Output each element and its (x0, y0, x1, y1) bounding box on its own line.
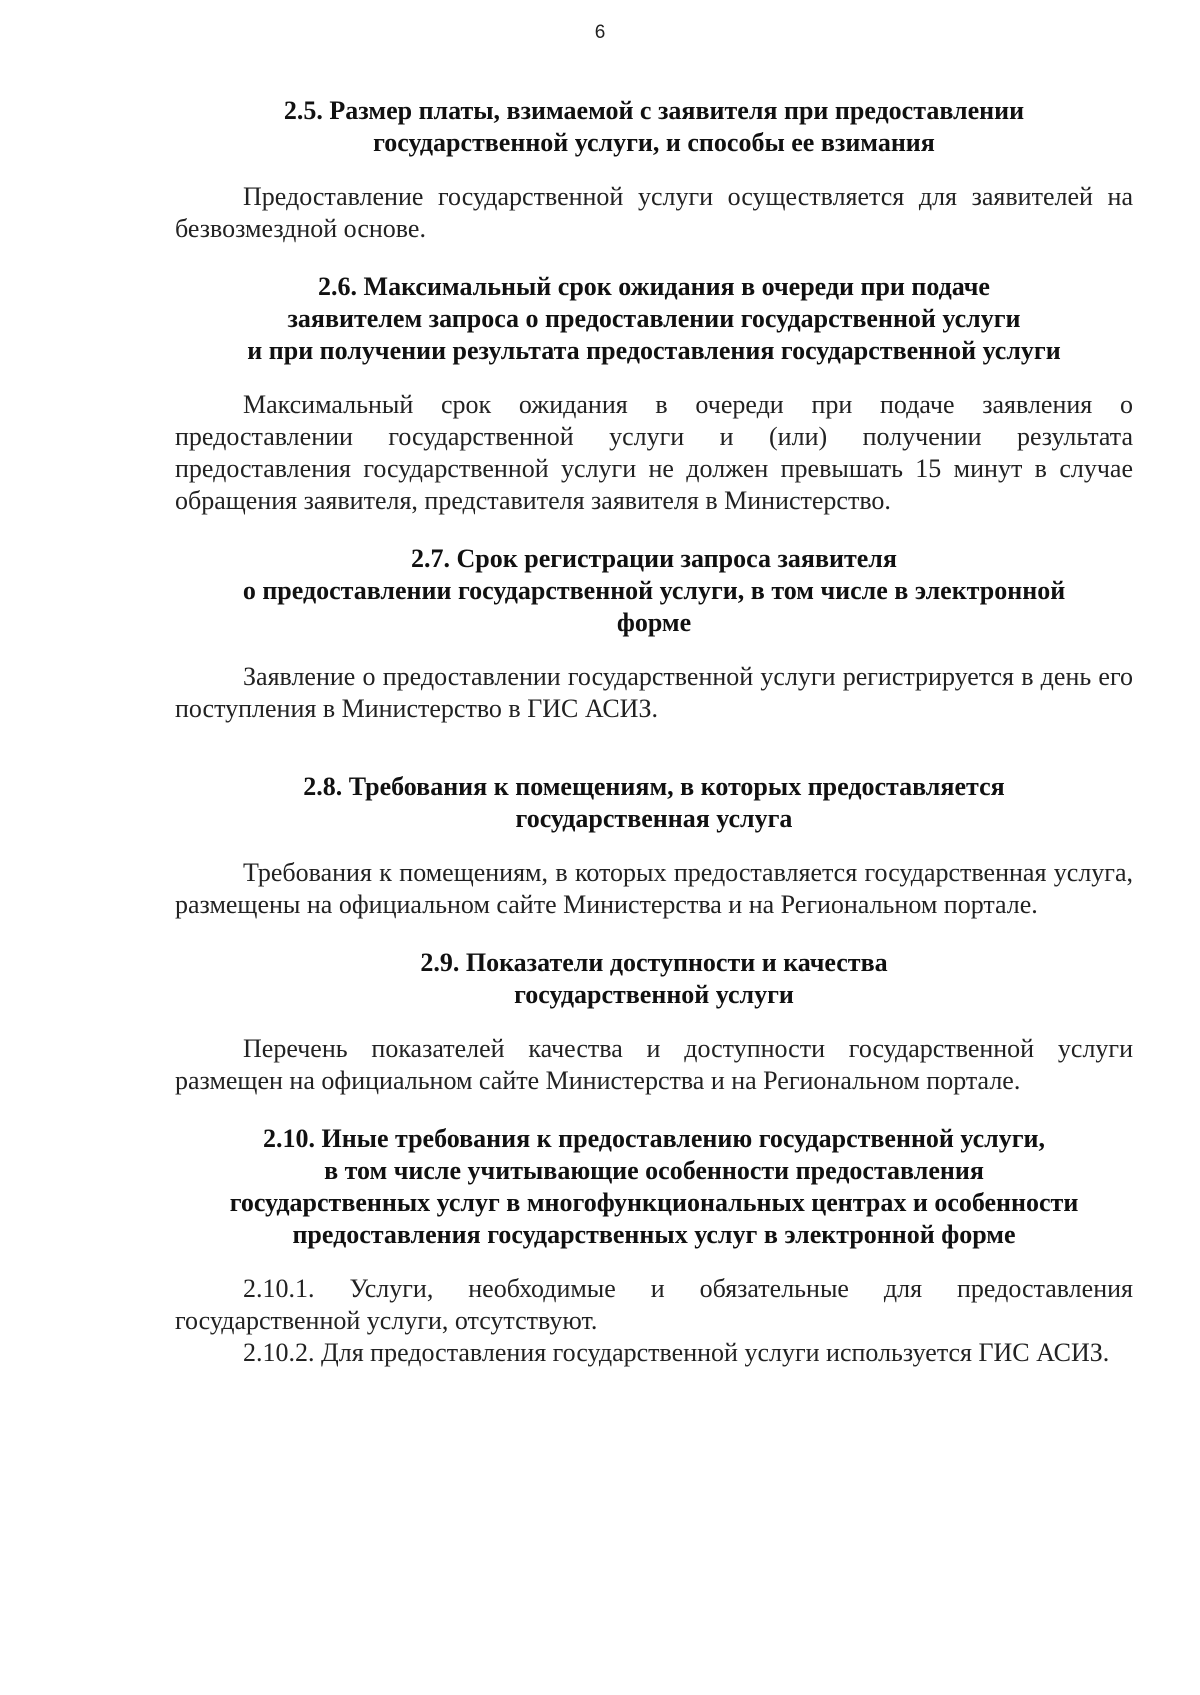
section-heading (175, 771, 1133, 835)
heading-line: государственных услуг в многофункциональных центрах и особенности (229, 1188, 1079, 1217)
section-2-7 (175, 543, 1133, 725)
section-2-9 (175, 947, 1133, 1097)
heading-line: предоставления государственных услуг в электронной форме (292, 1220, 1016, 1249)
paragraph: Перечень показателей качества и доступности государственной услуги размещен на официальном сайте Министерства и на Региональном портале. (175, 1034, 1133, 1095)
heading-line: о предоставлении государственной услуги, в том числе в электронной (242, 576, 1066, 605)
heading-line: форме (616, 608, 692, 637)
page-number: 6 (594, 22, 606, 43)
heading-line: 2.5. Размер платы, взимаемой с заявителя при предоставлении (283, 96, 1025, 125)
section-2-10 (175, 1123, 1133, 1369)
heading-line: заявителем запроса о предоставлении государственной услуги (287, 304, 1021, 333)
section-heading (175, 1123, 1133, 1251)
section-heading (175, 543, 1133, 639)
section-2-5 (175, 95, 1133, 245)
paragraph: 2.10.2. Для предоставления государственной услуги используется ГИС АСИЗ. (243, 1338, 1110, 1367)
heading-line: 2.10. Иные требования к предоставлению государственной услуги, (262, 1124, 1046, 1153)
section-2-6 (175, 271, 1133, 517)
section-heading (175, 95, 1133, 159)
heading-line: 2.6. Максимальный срок ожидания в очереди при подаче (318, 272, 990, 301)
heading-line: и при получении результата предоставления государственной услуги (247, 336, 1061, 365)
paragraph: Максимальный срок ожидания в очереди при подаче заявления о предоставлении государственной услуги и (или) получении результата предоставления государственной услуги не должен превышать 15 минут в случае обращения заявителя, представителя заявителя в Министерство. (175, 390, 1133, 515)
heading-line: 2.8. Требования к помещениям, в которых предоставляется (303, 772, 1005, 801)
heading-line: государственной услуги (514, 980, 794, 1009)
section-heading (175, 271, 1133, 367)
heading-line: государственная услуга (515, 804, 793, 833)
paragraph: Заявление о предоставлении государственной услуги регистрируется в день его поступления в Министерство в ГИС АСИЗ. (175, 662, 1133, 723)
document-body (175, 95, 1133, 1369)
heading-line: государственной услуги, и способы ее взимания (373, 128, 935, 157)
heading-line: 2.9. Показатели доступности и качества (420, 948, 888, 977)
paragraph: Предоставление государственной услуги осуществляется для заявителей на безвозмездной основе. (175, 182, 1133, 243)
heading-line: 2.7. Срок регистрации запроса заявителя (411, 544, 897, 573)
paragraph: Требования к помещениям, в которых предоставляется государственная услуга, размещены на официальном сайте Министерства и на Региональном портале. (175, 858, 1133, 919)
section-2-8 (175, 771, 1133, 921)
heading-line: в том числе учитывающие особенности предоставления (324, 1156, 984, 1185)
paragraph: 2.10.1. Услуги, необходимые и обязательные для предоставления государственной услуги, отсутствуют. (175, 1274, 1133, 1335)
section-heading (175, 947, 1133, 1011)
